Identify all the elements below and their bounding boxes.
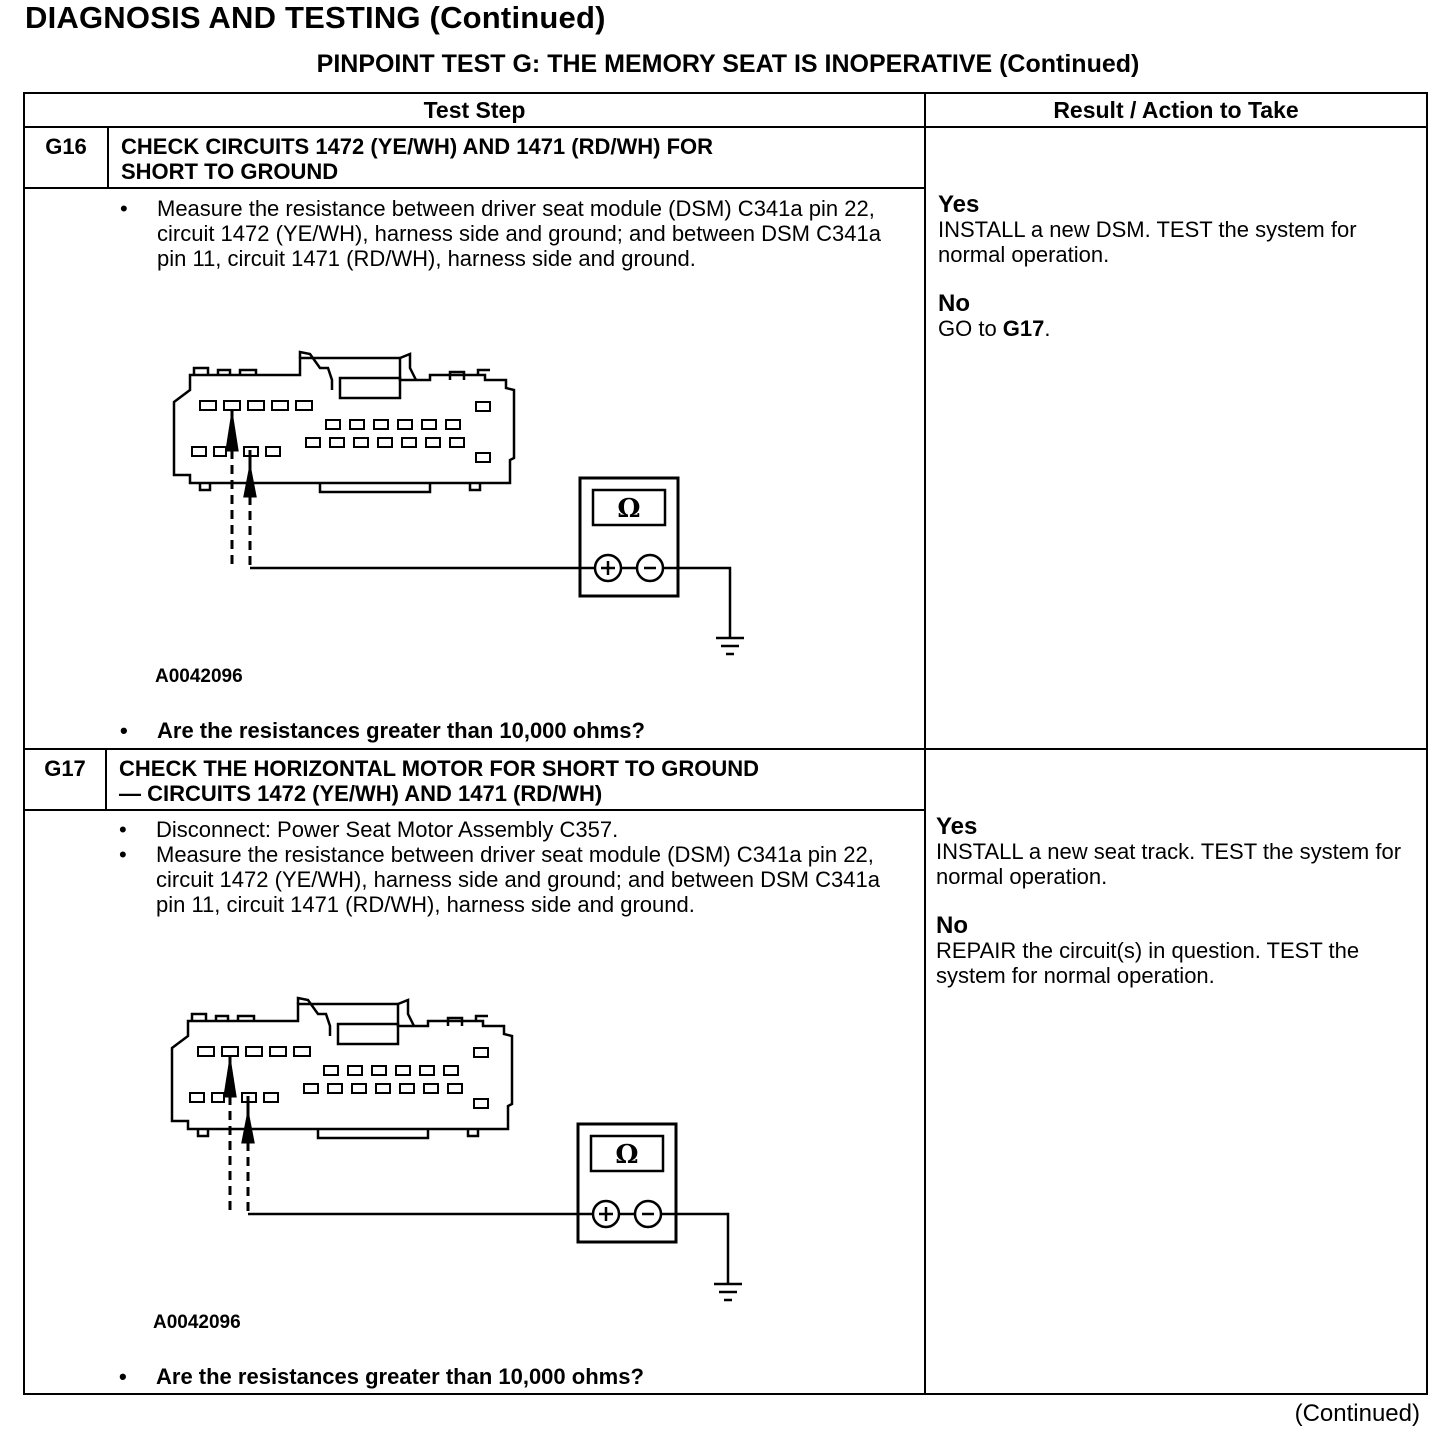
g17-title-rule bbox=[23, 809, 925, 811]
step-id-g17: G17 bbox=[44, 756, 86, 781]
no-action-prefix: GO to bbox=[938, 316, 1003, 341]
bullet: • bbox=[119, 1364, 127, 1389]
ohm-symbol: Ω bbox=[615, 1140, 639, 1170]
step-separator bbox=[23, 748, 1428, 750]
instruction-item: • Measure the resistance between driver seat module (DSM) C341a pin 22, circuit 1472 (YE/WH), harness side and ground; and between DSM C341a pin 11, circuit 1471 (RD/WH), harness side and ground. bbox=[117, 196, 897, 271]
question-text: Are the resistances greater than 10,000 ohms? bbox=[156, 1364, 644, 1389]
question-g16 bbox=[117, 718, 645, 744]
page-heading: DIAGNOSIS AND TESTING (Continued) bbox=[25, 0, 606, 35]
wiring-diagram-g17 bbox=[158, 996, 758, 1326]
column-divider bbox=[924, 92, 926, 1395]
instruction-item: • Disconnect: Power Seat Motor Assembly C357. bbox=[116, 817, 896, 842]
pinpoint-test-title: PINPOINT TEST G: THE MEMORY SEAT IS INOPERATIVE (Continued) bbox=[316, 50, 1140, 78]
result-yes-action: INSTALL a new DSM. TEST the system for normal operation. bbox=[938, 217, 1357, 267]
result-yes-label: Yes bbox=[938, 191, 980, 218]
instructions-g17 bbox=[116, 817, 896, 917]
question-text: Are the resistances greater than 10,000 ohms? bbox=[157, 718, 645, 743]
result-yes-label: Yes bbox=[936, 813, 978, 840]
wiring-diagram-g16 bbox=[160, 350, 760, 680]
g16-title-rule bbox=[23, 187, 925, 189]
no-action-suffix: . bbox=[1044, 316, 1051, 341]
instructions-g16 bbox=[117, 196, 897, 271]
ohm-symbol: Ω bbox=[617, 494, 641, 524]
step-id-g16: G16 bbox=[45, 134, 87, 159]
step-title-line: SHORT TO GROUND bbox=[121, 159, 339, 184]
bullet: • bbox=[120, 718, 128, 743]
continued-footer: (Continued) bbox=[1294, 1400, 1420, 1427]
question-g17 bbox=[116, 1364, 644, 1390]
result-no-label: No bbox=[938, 290, 970, 317]
figure-id-g16: A0042096 bbox=[155, 666, 243, 687]
result-no-action bbox=[938, 316, 1408, 341]
result-no-label: No bbox=[936, 912, 968, 939]
step-title-g17 bbox=[119, 756, 909, 806]
figure-id-g17: A0042096 bbox=[153, 1312, 241, 1333]
result-g17 bbox=[936, 814, 1406, 988]
instruction-item: • Measure the resistance between driver seat module (DSM) C341a pin 22, circuit 1472 (YE/WH), harness side and ground; and between DSM C341a pin 11, circuit 1471 (RD/WH), harness side and ground. bbox=[116, 842, 896, 917]
step-title-line: — CIRCUITS 1472 (YE/WH) AND 1471 (RD/WH) bbox=[119, 781, 603, 806]
g17-id-divider bbox=[105, 748, 107, 810]
result-no-action: REPAIR the circuit(s) in question. TEST the system for normal operation. bbox=[936, 938, 1360, 988]
column-header-test-step: Test Step bbox=[423, 97, 526, 123]
no-action-target: G17 bbox=[1002, 316, 1045, 341]
step-title-g16 bbox=[121, 134, 911, 184]
result-g16 bbox=[938, 192, 1408, 341]
step-title-line: CHECK THE HORIZONTAL MOTOR FOR SHORT TO GROUND bbox=[119, 756, 760, 781]
g16-id-divider bbox=[107, 126, 109, 188]
column-header-result: Result / Action to Take bbox=[1053, 97, 1299, 123]
header-rule bbox=[23, 126, 1428, 128]
result-yes-action: INSTALL a new seat track. TEST the system for normal operation. bbox=[936, 839, 1402, 889]
step-title-line: CHECK CIRCUITS 1472 (YE/WH) AND 1471 (RD/WH) FOR bbox=[121, 134, 714, 159]
